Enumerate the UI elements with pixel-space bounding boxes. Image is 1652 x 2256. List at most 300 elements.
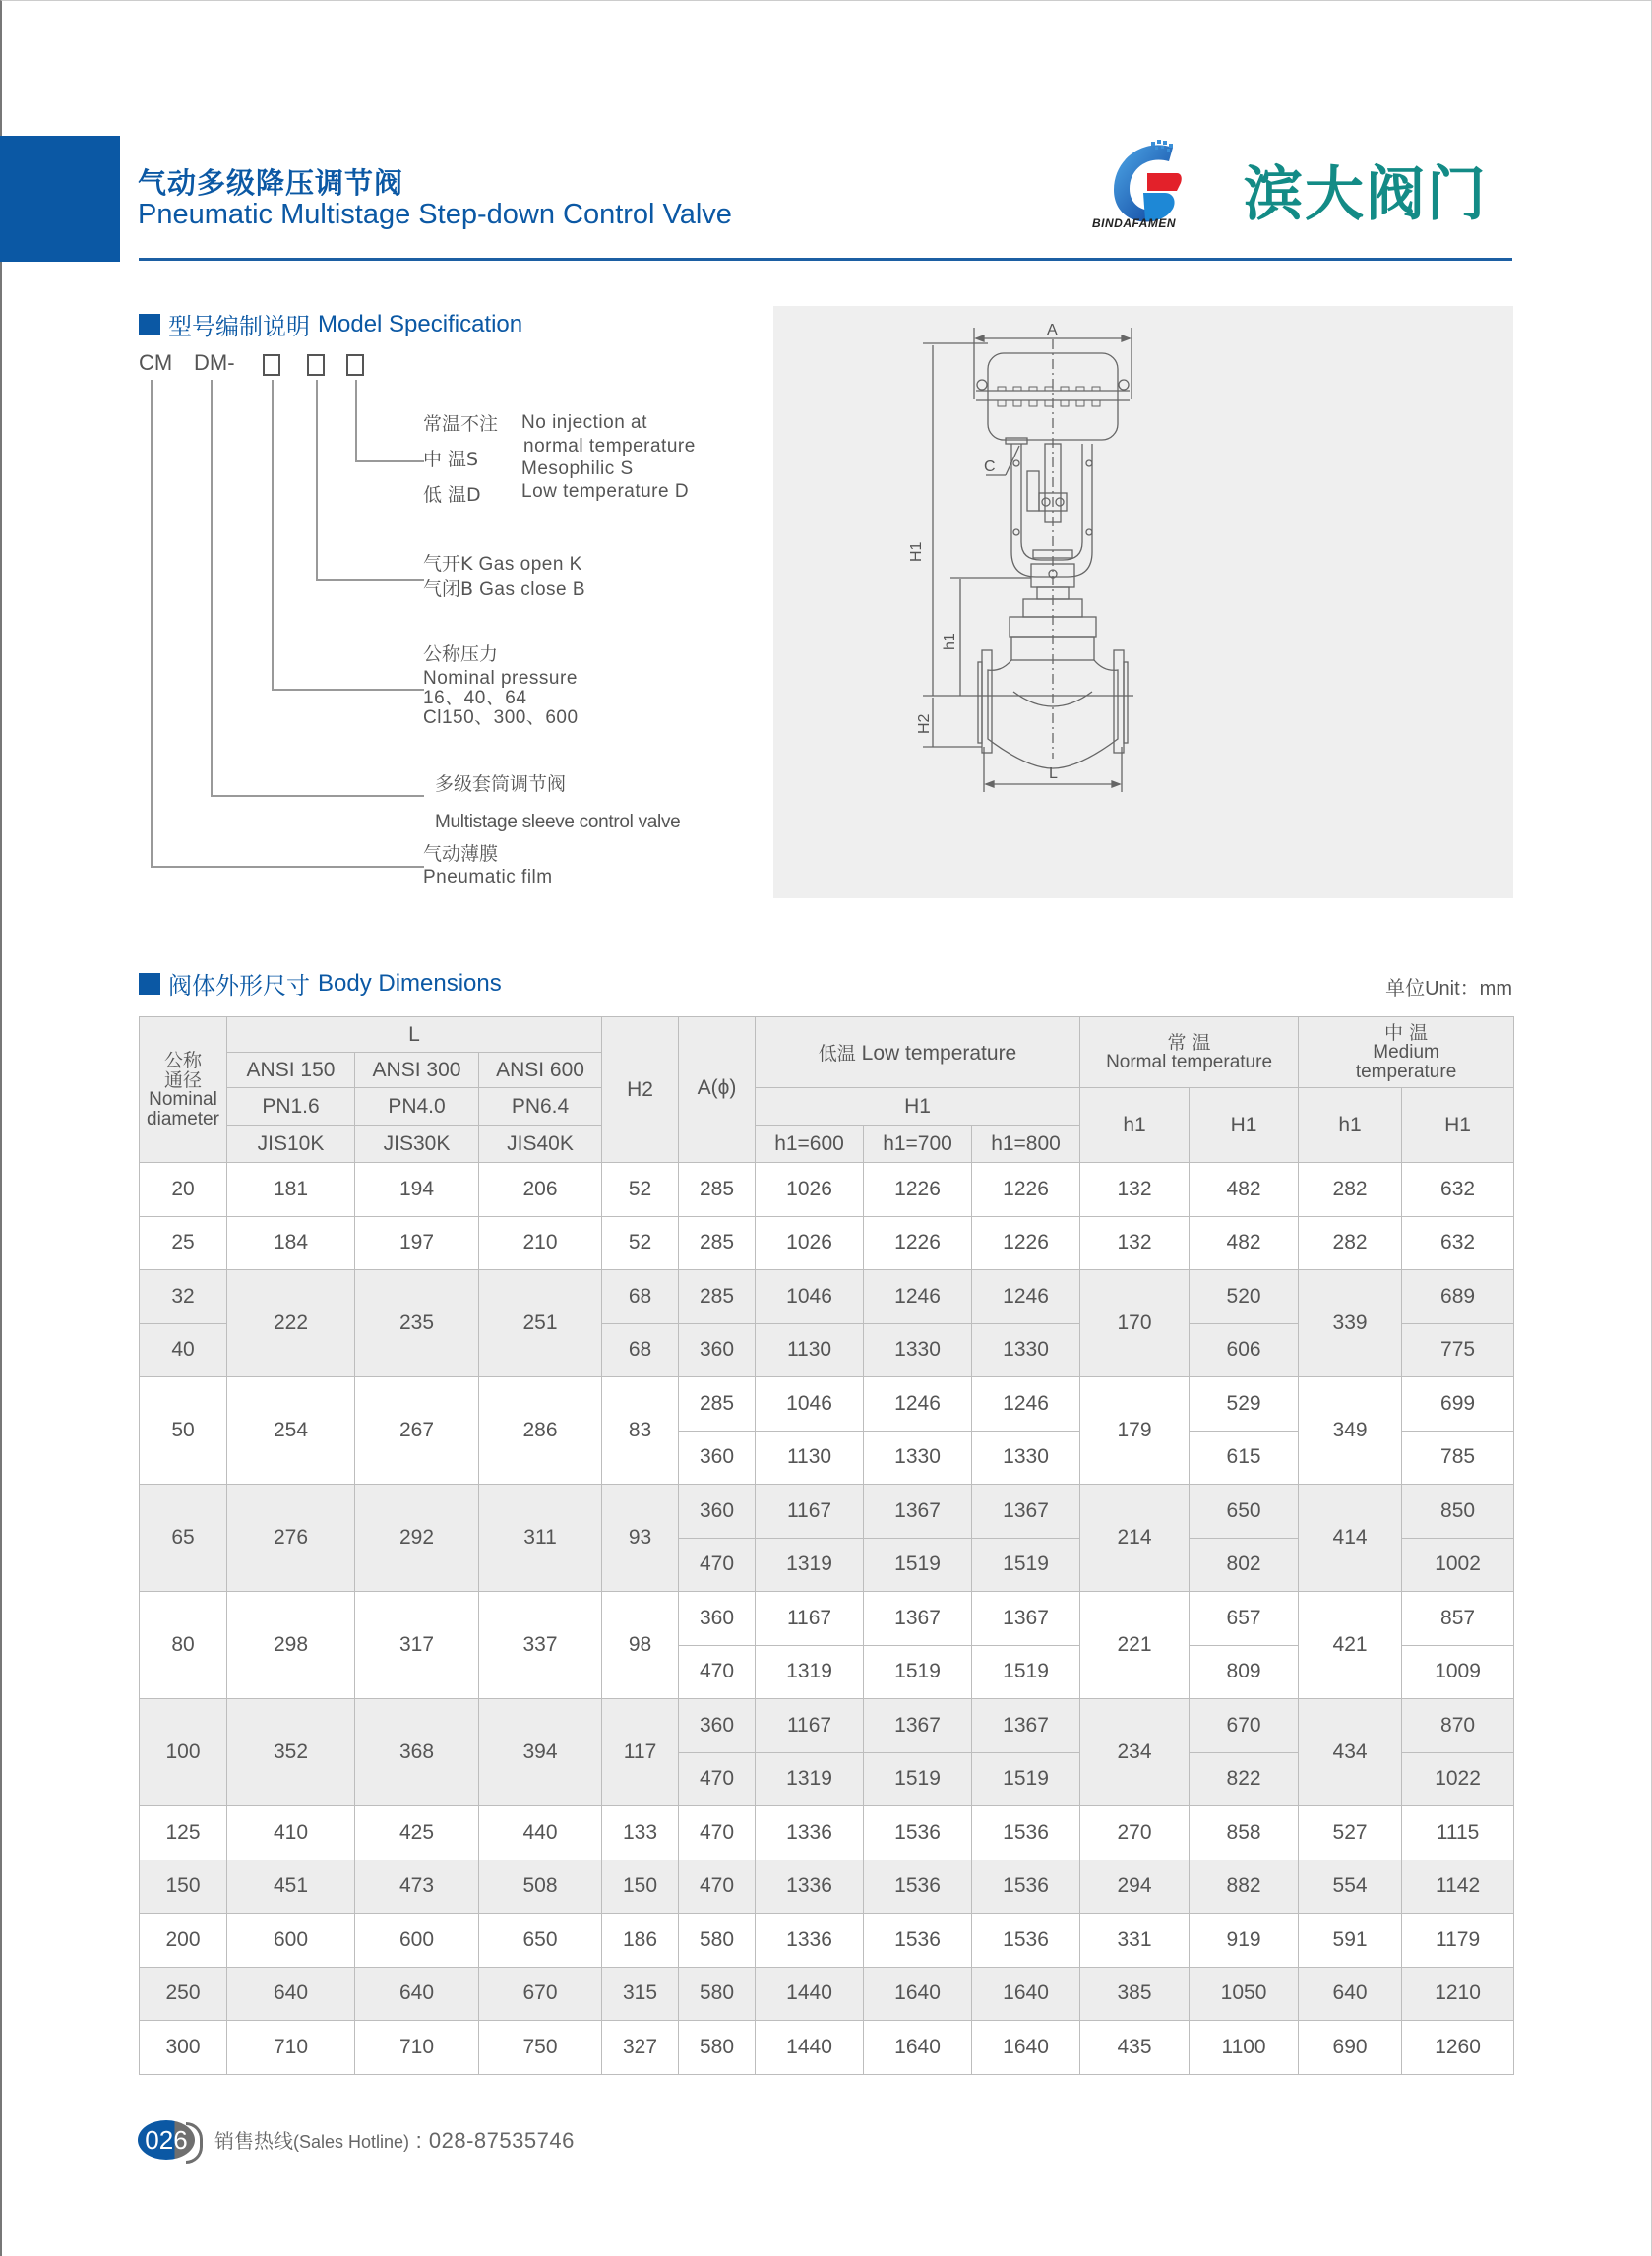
cell-dn: 150 xyxy=(140,1860,227,1914)
cell-normal-H1: 606 xyxy=(1190,1323,1299,1377)
cell-h800: 1226 xyxy=(972,1216,1080,1270)
cell-h800: 1536 xyxy=(972,1914,1080,1968)
cell-medium-H1: 850 xyxy=(1402,1485,1514,1539)
cell-h600: 1319 xyxy=(756,1645,864,1699)
temp-low-en: Low temperature D xyxy=(521,481,690,502)
cell-dn: 25 xyxy=(140,1216,227,1270)
cell-A: 360 xyxy=(679,1592,756,1646)
cell-h700: 1640 xyxy=(864,2021,972,2075)
cell-h800: 1367 xyxy=(972,1592,1080,1646)
cell-medium-H1: 699 xyxy=(1402,1377,1514,1432)
cell-H2: 186 xyxy=(602,1914,679,1968)
code-part-dm: DM- xyxy=(194,350,235,375)
model-spec-heading xyxy=(139,307,522,341)
col-pn16: PN1.6 xyxy=(227,1088,355,1126)
cell-dn: 65 xyxy=(140,1485,227,1592)
cell-medium-h1: 690 xyxy=(1299,2021,1402,2075)
cell-normal-H1: 822 xyxy=(1190,1752,1299,1806)
cell-ansi600: 440 xyxy=(479,1806,602,1860)
cell-normal-h1: 294 xyxy=(1080,1860,1190,1914)
cell-H2: 52 xyxy=(602,1216,679,1270)
cell-ansi300: 473 xyxy=(355,1860,479,1914)
cell-ansi150: 352 xyxy=(227,1699,355,1806)
cell-h700: 1536 xyxy=(864,1860,972,1914)
cell-h800: 1226 xyxy=(972,1163,1080,1217)
cell-ansi150: 410 xyxy=(227,1806,355,1860)
header-accent-block xyxy=(0,136,120,262)
cell-medium-H1: 1210 xyxy=(1402,1967,1514,2021)
pressure-en: Nominal pressure xyxy=(423,668,578,689)
cell-ansi600: 286 xyxy=(479,1377,602,1485)
cell-medium-H1: 857 xyxy=(1402,1592,1514,1646)
cell-ansi150: 600 xyxy=(227,1914,355,1968)
model-spec-heading-en: Model Specification xyxy=(318,310,523,337)
cell-h700: 1367 xyxy=(864,1485,972,1539)
cell-h600: 1046 xyxy=(756,1270,864,1324)
temp-medium-cn: 中 温S xyxy=(423,449,479,470)
cell-ansi300: 197 xyxy=(355,1216,479,1270)
cell-H2: 133 xyxy=(602,1806,679,1860)
cell-h700: 1246 xyxy=(864,1377,972,1432)
page-title-cn: 气动多级降压调节阀 xyxy=(138,166,404,200)
unit-label-en: Unit：mm xyxy=(1425,978,1512,1000)
cell-h600: 1046 xyxy=(756,1377,864,1432)
cell-ansi600: 750 xyxy=(479,2021,602,2075)
cell-ansi300: 317 xyxy=(355,1592,479,1699)
cell-ansi150: 640 xyxy=(227,1967,355,2021)
col-low-H1: H1 xyxy=(756,1088,1080,1126)
cell-A: 580 xyxy=(679,1967,756,2021)
cell-A: 360 xyxy=(679,1323,756,1377)
cell-ansi300: 600 xyxy=(355,1914,479,1968)
cell-A: 285 xyxy=(679,1163,756,1217)
cell-H2: 93 xyxy=(602,1485,679,1592)
medium-temp-en-1: Medium xyxy=(1373,1041,1439,1063)
normal-temp-en: Normal temperature xyxy=(1106,1051,1273,1072)
logo-text: BINDAFAMEN xyxy=(1092,216,1176,230)
cell-normal-H1: 858 xyxy=(1190,1806,1299,1860)
svg-text:H1: H1 xyxy=(908,541,925,562)
header-divider xyxy=(139,258,1512,261)
table-row xyxy=(140,2021,1514,2075)
cell-h600: 1130 xyxy=(756,1431,864,1485)
cell-A: 470 xyxy=(679,1645,756,1699)
model-spec-heading-cn: 型号编制说明 xyxy=(168,313,310,340)
cell-normal-h1: 132 xyxy=(1080,1216,1190,1270)
table-row xyxy=(140,1377,1514,1432)
cell-h600: 1319 xyxy=(756,1538,864,1592)
cell-ansi150: 710 xyxy=(227,2021,355,2075)
brand-name: 滨大阀门 xyxy=(1244,160,1488,229)
cell-medium-H1: 1142 xyxy=(1402,1860,1514,1914)
medium-temp-cn: 中 温 xyxy=(1384,1021,1429,1044)
body-dimensions-table xyxy=(139,1016,1514,2075)
cell-h800: 1536 xyxy=(972,1860,1080,1914)
cell-normal-H1: 809 xyxy=(1190,1645,1299,1699)
cell-normal-H1: 650 xyxy=(1190,1485,1299,1539)
cell-h700: 1330 xyxy=(864,1323,972,1377)
cell-medium-H1: 1179 xyxy=(1402,1914,1514,1968)
cell-dn: 250 xyxy=(140,1967,227,2021)
cell-ansi150: 276 xyxy=(227,1485,355,1592)
tree-line-action xyxy=(316,380,318,581)
col-medium-h1: h1 xyxy=(1299,1088,1402,1163)
action-close xyxy=(423,579,585,601)
cell-ansi600: 650 xyxy=(479,1914,602,1968)
tree-branch-action xyxy=(316,579,424,581)
nominal-cn-2: 通径 xyxy=(163,1068,202,1091)
cell-A: 285 xyxy=(679,1216,756,1270)
cell-medium-H1: 870 xyxy=(1402,1699,1514,1753)
tree-branch-cm xyxy=(151,866,424,868)
cell-medium-h1: 434 xyxy=(1299,1699,1402,1806)
cell-H2: 117 xyxy=(602,1699,679,1806)
cell-medium-H1: 632 xyxy=(1402,1216,1514,1270)
code-box-temperature xyxy=(346,354,364,376)
cell-ansi150: 298 xyxy=(227,1592,355,1699)
col-medium-temperature xyxy=(1299,1017,1514,1088)
cell-medium-h1: 282 xyxy=(1299,1216,1402,1270)
col-h1-700: h1=700 xyxy=(864,1126,972,1163)
cell-h700: 1519 xyxy=(864,1645,972,1699)
cell-H2: 98 xyxy=(602,1592,679,1699)
temp-low-cn: 低 温D xyxy=(423,484,481,506)
col-ansi300: ANSI 300 xyxy=(355,1053,479,1088)
cell-h800: 1536 xyxy=(972,1806,1080,1860)
cell-dn: 80 xyxy=(140,1592,227,1699)
cell-h600: 1319 xyxy=(756,1752,864,1806)
cell-h800: 1330 xyxy=(972,1431,1080,1485)
cell-ansi600: 508 xyxy=(479,1860,602,1914)
cell-normal-H1: 882 xyxy=(1190,1860,1299,1914)
svg-text:h1: h1 xyxy=(942,633,958,650)
cell-dn: 300 xyxy=(140,2021,227,2075)
code-box-action xyxy=(307,354,325,376)
table-row xyxy=(140,1485,1514,1539)
cell-A: 360 xyxy=(679,1485,756,1539)
pressure-values-class: Cl150、300、600 xyxy=(423,707,579,728)
cell-medium-H1: 689 xyxy=(1402,1270,1514,1324)
table-row xyxy=(140,1592,1514,1646)
cell-h800: 1640 xyxy=(972,1967,1080,2021)
cell-h600: 1440 xyxy=(756,2021,864,2075)
cell-A: 360 xyxy=(679,1699,756,1753)
cell-normal-H1: 482 xyxy=(1190,1163,1299,1217)
unit-label-cn: 单位 xyxy=(1385,976,1426,1000)
temp-normal-en-2: normal temperature xyxy=(523,436,696,457)
cell-dn: 32 xyxy=(140,1270,227,1324)
cell-h800: 1640 xyxy=(972,2021,1080,2075)
col-normal-temperature xyxy=(1080,1017,1299,1088)
cell-ansi150: 181 xyxy=(227,1163,355,1217)
cell-h800: 1246 xyxy=(972,1270,1080,1324)
table-row xyxy=(140,1914,1514,1968)
cell-ansi600: 394 xyxy=(479,1699,602,1806)
cell-h700: 1367 xyxy=(864,1592,972,1646)
type-en: Multistage sleeve control valve xyxy=(435,812,681,832)
svg-text:H2: H2 xyxy=(916,713,933,734)
cell-A: 285 xyxy=(679,1377,756,1432)
cell-ansi300: 368 xyxy=(355,1699,479,1806)
cell-normal-H1: 1100 xyxy=(1190,2021,1299,2075)
cell-dn: 200 xyxy=(140,1914,227,1968)
col-ansi600: ANSI 600 xyxy=(479,1053,602,1088)
cell-medium-H1: 632 xyxy=(1402,1163,1514,1217)
cell-h700: 1519 xyxy=(864,1538,972,1592)
cell-A: 470 xyxy=(679,1752,756,1806)
tree-branch-temperature xyxy=(355,460,424,462)
medium-temp-en-2: temperature xyxy=(1355,1061,1457,1082)
cell-H2: 68 xyxy=(602,1270,679,1324)
cell-medium-h1: 414 xyxy=(1299,1485,1402,1592)
cell-medium-h1: 349 xyxy=(1299,1377,1402,1485)
cell-h700: 1640 xyxy=(864,1967,972,2021)
cell-h800: 1519 xyxy=(972,1645,1080,1699)
tree-line-cm xyxy=(151,380,153,868)
cell-normal-H1: 802 xyxy=(1190,1538,1299,1592)
page-number-badge: 026 xyxy=(138,2120,195,2160)
cell-h600: 1336 xyxy=(756,1860,864,1914)
col-pn40: PN4.0 xyxy=(355,1088,479,1126)
cell-normal-H1: 482 xyxy=(1190,1216,1299,1270)
cell-normal-h1: 331 xyxy=(1080,1914,1190,1968)
cell-h800: 1330 xyxy=(972,1323,1080,1377)
cell-h600: 1167 xyxy=(756,1699,864,1753)
body-dimensions-heading xyxy=(139,966,502,1001)
cell-A: 580 xyxy=(679,2021,756,2075)
cell-normal-H1: 520 xyxy=(1190,1270,1299,1324)
cell-ansi600: 337 xyxy=(479,1592,602,1699)
cell-h800: 1519 xyxy=(972,1538,1080,1592)
cell-medium-H1: 1260 xyxy=(1402,2021,1514,2075)
cell-ansi300: 292 xyxy=(355,1485,479,1592)
nominal-cn-1: 公称 xyxy=(163,1049,202,1071)
cell-h700: 1367 xyxy=(864,1699,972,1753)
col-low-temperature xyxy=(756,1017,1080,1088)
cell-dn: 40 xyxy=(140,1323,227,1377)
cell-dn: 50 xyxy=(140,1377,227,1485)
cell-h700: 1226 xyxy=(864,1163,972,1217)
col-L: L xyxy=(227,1017,602,1053)
col-nominal-diameter xyxy=(140,1017,227,1163)
code-part-cm: CM xyxy=(139,350,173,375)
cell-normal-h1: 221 xyxy=(1080,1592,1190,1699)
cell-medium-h1: 421 xyxy=(1299,1592,1402,1699)
table-row xyxy=(140,1270,1514,1324)
cell-normal-h1: 214 xyxy=(1080,1485,1190,1592)
cell-H2: 315 xyxy=(602,1967,679,2021)
cell-h800: 1367 xyxy=(972,1485,1080,1539)
cell-normal-H1: 1050 xyxy=(1190,1967,1299,2021)
body-dimensions-heading-en: Body Dimensions xyxy=(318,969,502,997)
col-h1-800: h1=800 xyxy=(972,1126,1080,1163)
svg-text:L: L xyxy=(1049,765,1058,782)
hotline-separator: : xyxy=(409,2128,429,2153)
temp-normal-en-1: No injection at xyxy=(521,412,647,433)
valve-drawing-panel xyxy=(773,306,1513,898)
cell-H2: 150 xyxy=(602,1860,679,1914)
cell-h600: 1336 xyxy=(756,1914,864,1968)
col-ansi150: ANSI 150 xyxy=(227,1053,355,1088)
col-H2: H2 xyxy=(602,1017,679,1163)
cell-medium-h1: 640 xyxy=(1299,1967,1402,2021)
cell-ansi600: 206 xyxy=(479,1163,602,1217)
col-jis10k: JIS10K xyxy=(227,1126,355,1163)
cell-h600: 1167 xyxy=(756,1485,864,1539)
nominal-en-2: diameter xyxy=(147,1108,219,1129)
cell-h600: 1026 xyxy=(756,1216,864,1270)
cell-medium-H1: 785 xyxy=(1402,1431,1514,1485)
pressure-cn: 公称压力 xyxy=(423,643,499,665)
hotline-label-cn: 销售热线 xyxy=(214,2129,293,2153)
cell-normal-h1: 270 xyxy=(1080,1806,1190,1860)
cell-normal-H1: 529 xyxy=(1190,1377,1299,1432)
cell-h700: 1536 xyxy=(864,1914,972,1968)
cell-normal-h1: 179 xyxy=(1080,1377,1190,1485)
cell-medium-h1: 282 xyxy=(1299,1163,1402,1217)
cell-normal-h1: 234 xyxy=(1080,1699,1190,1806)
col-normal-h1: h1 xyxy=(1080,1088,1190,1163)
col-medium-H1: H1 xyxy=(1402,1088,1514,1163)
col-pn64: PN6.4 xyxy=(479,1088,602,1126)
tree-line-pressure xyxy=(272,380,274,691)
cell-medium-h1: 339 xyxy=(1299,1270,1402,1377)
cell-h600: 1440 xyxy=(756,1967,864,2021)
temp-normal-cn: 常温不注 xyxy=(423,413,499,435)
col-A: A(ϕ) xyxy=(679,1017,756,1163)
svg-text:A: A xyxy=(1047,322,1058,338)
sales-hotline xyxy=(214,2125,575,2154)
cell-normal-h1: 132 xyxy=(1080,1163,1190,1217)
cell-normal-h1: 435 xyxy=(1080,2021,1190,2075)
valve-drawing-icon xyxy=(773,306,1513,898)
cell-ansi600: 210 xyxy=(479,1216,602,1270)
cell-normal-H1: 615 xyxy=(1190,1431,1299,1485)
cell-A: 580 xyxy=(679,1914,756,1968)
cell-h600: 1336 xyxy=(756,1806,864,1860)
actuator-en: Pneumatic film xyxy=(423,867,553,887)
cell-h800: 1367 xyxy=(972,1699,1080,1753)
tree-branch-dm xyxy=(211,795,424,797)
col-jis30k: JIS30K xyxy=(355,1126,479,1163)
cell-A: 360 xyxy=(679,1431,756,1485)
cell-ansi600: 311 xyxy=(479,1485,602,1592)
cell-ansi600: 670 xyxy=(479,1967,602,2021)
cell-normal-H1: 657 xyxy=(1190,1592,1299,1646)
cell-normal-H1: 670 xyxy=(1190,1699,1299,1753)
cell-h700: 1330 xyxy=(864,1431,972,1485)
heading-square-icon xyxy=(139,314,160,335)
unit-label xyxy=(1385,972,1512,1001)
cell-medium-h1: 554 xyxy=(1299,1860,1402,1914)
cell-medium-h1: 591 xyxy=(1299,1914,1402,1968)
cell-medium-H1: 1115 xyxy=(1402,1806,1514,1860)
actuator-cn: 气动薄膜 xyxy=(423,843,499,865)
cell-H2: 68 xyxy=(602,1323,679,1377)
cell-ansi300: 267 xyxy=(355,1377,479,1485)
action-close-cn: 气闭B xyxy=(423,579,474,600)
hotline-number: 028-87535746 xyxy=(428,2128,575,2153)
cell-medium-H1: 1022 xyxy=(1402,1752,1514,1806)
cell-h700: 1246 xyxy=(864,1270,972,1324)
cell-ansi300: 235 xyxy=(355,1270,479,1377)
cell-h800: 1519 xyxy=(972,1752,1080,1806)
tree-line-dm xyxy=(211,380,213,797)
heading-square-icon xyxy=(139,973,160,995)
cell-ansi300: 640 xyxy=(355,1967,479,2021)
svg-text:C: C xyxy=(984,458,996,475)
cell-h600: 1130 xyxy=(756,1323,864,1377)
low-temp-cn: 低温 xyxy=(818,1043,856,1065)
action-close-en: Gas close B xyxy=(479,579,586,600)
cell-A: 470 xyxy=(679,1806,756,1860)
nominal-en-1: Nominal xyxy=(149,1088,217,1110)
cell-normal-h1: 385 xyxy=(1080,1967,1190,2021)
cell-H2: 327 xyxy=(602,2021,679,2075)
col-h1-600: h1=600 xyxy=(756,1126,864,1163)
cell-h800: 1246 xyxy=(972,1377,1080,1432)
cell-ansi150: 254 xyxy=(227,1377,355,1485)
action-open-cn: 气开K xyxy=(423,553,473,575)
col-normal-H1: H1 xyxy=(1190,1088,1299,1163)
cell-normal-h1: 170 xyxy=(1080,1270,1190,1377)
table-row xyxy=(140,1699,1514,1753)
cell-medium-h1: 527 xyxy=(1299,1806,1402,1860)
table-row xyxy=(140,1806,1514,1860)
tree-branch-pressure xyxy=(272,689,424,691)
cell-medium-H1: 1002 xyxy=(1402,1538,1514,1592)
cell-h700: 1226 xyxy=(864,1216,972,1270)
cell-H2: 52 xyxy=(602,1163,679,1217)
cell-normal-H1: 919 xyxy=(1190,1914,1299,1968)
cell-h700: 1536 xyxy=(864,1806,972,1860)
page-title-en: Pneumatic Multistage Step-down Control Valve xyxy=(138,199,732,230)
cell-dn: 20 xyxy=(140,1163,227,1217)
cell-H2: 83 xyxy=(602,1377,679,1485)
action-open xyxy=(423,553,582,576)
cell-ansi150: 451 xyxy=(227,1860,355,1914)
cell-ansi300: 425 xyxy=(355,1806,479,1860)
type-cn: 多级套筒调节阀 xyxy=(435,773,567,795)
table-row xyxy=(140,1860,1514,1914)
cell-h600: 1167 xyxy=(756,1592,864,1646)
cell-A: 285 xyxy=(679,1270,756,1324)
cell-dn: 125 xyxy=(140,1806,227,1860)
cell-ansi300: 710 xyxy=(355,2021,479,2075)
cell-A: 470 xyxy=(679,1538,756,1592)
hotline-label-en: (Sales Hotline) xyxy=(293,2132,410,2152)
temp-medium-en: Mesophilic S xyxy=(521,458,634,479)
tree-line-temperature xyxy=(355,380,357,462)
cell-h600: 1026 xyxy=(756,1163,864,1217)
cell-ansi300: 194 xyxy=(355,1163,479,1217)
cell-ansi600: 251 xyxy=(479,1270,602,1377)
action-open-en: Gas open K xyxy=(478,554,582,575)
table-row xyxy=(140,1967,1514,2021)
table-row xyxy=(140,1163,1514,1217)
col-jis40k: JIS40K xyxy=(479,1126,602,1163)
cell-ansi150: 222 xyxy=(227,1270,355,1377)
cell-A: 470 xyxy=(679,1860,756,1914)
cell-h700: 1519 xyxy=(864,1752,972,1806)
low-temp-en: Low temperature xyxy=(861,1042,1017,1065)
cell-medium-H1: 1009 xyxy=(1402,1645,1514,1699)
normal-temp-cn: 常 温 xyxy=(1167,1031,1211,1054)
code-box-pressure xyxy=(263,354,280,376)
cell-dn: 100 xyxy=(140,1699,227,1806)
cell-ansi150: 184 xyxy=(227,1216,355,1270)
table-row xyxy=(140,1216,1514,1270)
